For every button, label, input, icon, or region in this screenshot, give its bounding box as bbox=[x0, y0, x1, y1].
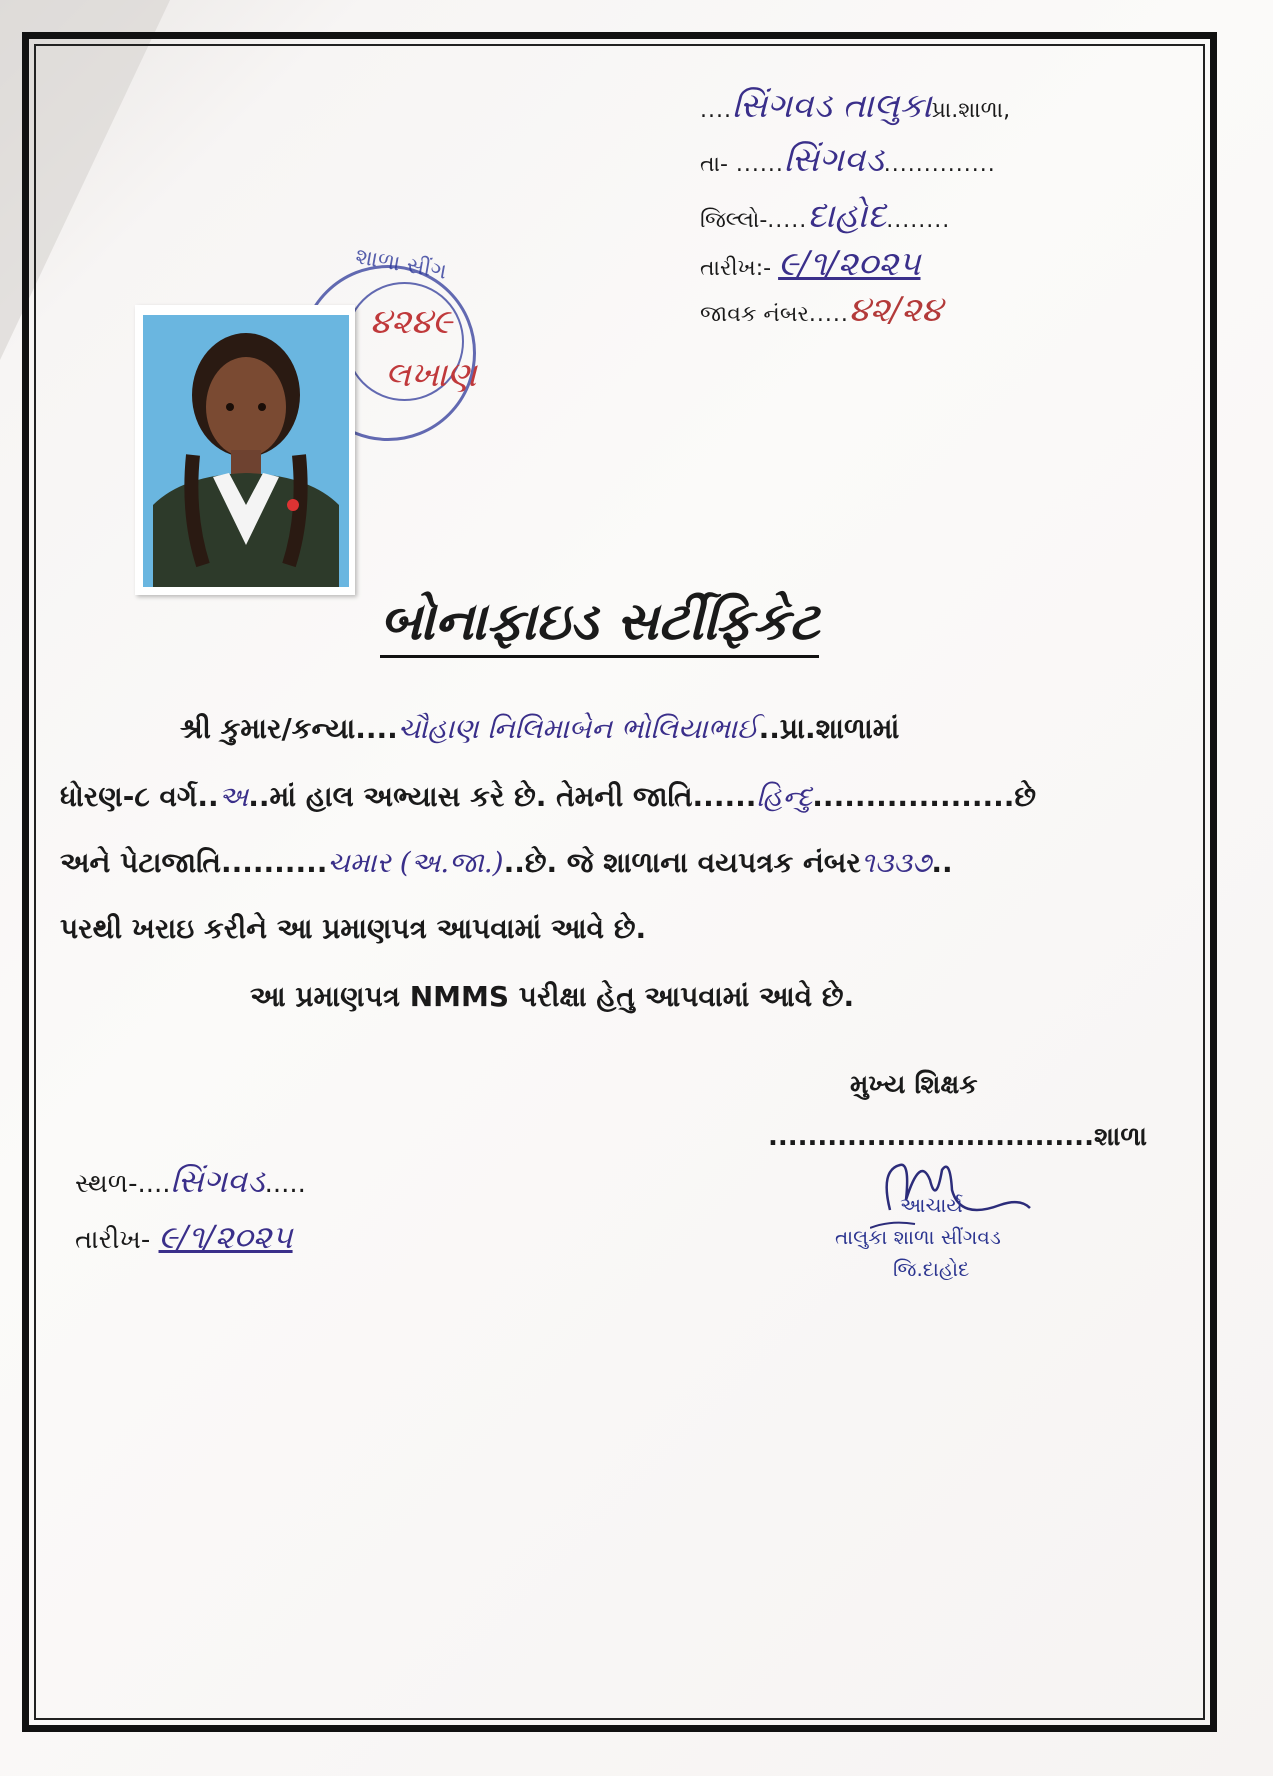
date-hand-header: ૯/૧/૨૦૨૫ bbox=[778, 244, 921, 284]
subcaste-label: અને પેટાજાતિ bbox=[60, 846, 221, 879]
stamp-hand-text: લખાણ bbox=[385, 355, 477, 395]
district-hand: દાહોદ bbox=[807, 196, 887, 236]
head-teacher-label: મુખ્ય શિક્ષક bbox=[850, 1070, 978, 1100]
inner-border bbox=[34, 44, 1205, 1720]
signature-school-suffix: શાળા bbox=[1093, 1122, 1148, 1152]
principal-stamp-line1: આચાર્ય bbox=[900, 1193, 963, 1217]
taluka-line: તા- ......સિંગવડ.............. bbox=[700, 140, 996, 180]
school-suffix-label: પ્રા.શાળામાં bbox=[779, 712, 900, 745]
student-name-hand: ચૌહાણ નિલિમાબેન ભોલિયાભાઈ bbox=[397, 712, 759, 745]
class-hand: અ bbox=[218, 780, 249, 813]
district-label: જિલ્લો- bbox=[700, 208, 768, 233]
place-hand: સિંગવડ bbox=[170, 1162, 265, 1200]
body-line-2: ધોરણ-૮ વર્ગ..અ..માં હાલ અભ્યાસ કરે છે. તેમની જાતિ......હિન્દુ...................છે bbox=[60, 780, 1037, 813]
outward-number-hand: ૪૨/૨૪ bbox=[848, 290, 943, 330]
subcaste-hand: ચમાર (અ.જા.) bbox=[327, 846, 504, 879]
body-line-4: પરથી ખરાઇ કરીને આ પ્રમાણપત્ર આપવામાં આવે છે. bbox=[60, 912, 647, 945]
honorific-label: શ્રી કુમાર/કન્યા bbox=[180, 712, 356, 745]
register-number-hand: ૧૩૩૭ bbox=[860, 846, 932, 879]
taluka-label: તા- bbox=[700, 152, 728, 177]
taluka-hand: સિંગવડ bbox=[783, 140, 884, 180]
place-line: સ્થળ-....સિંગવડ..... bbox=[75, 1162, 306, 1200]
signature-school-line: .................................શાળા bbox=[768, 1122, 1148, 1152]
date-line-header bbox=[700, 244, 921, 284]
body-line-1: શ્રી કુમાર/કન્યા....ચૌહાણ નિલિમાબેન ભોલિયાભાઈ..પ્રા.શાળામાં bbox=[180, 712, 900, 745]
place-label: સ્થળ- bbox=[75, 1169, 138, 1199]
body-line-3: અને પેટાજાતિ..........ચમાર (અ.જા.)..છે. જે શાળાના વયપત્રક નંબર૧૩૩૭.. bbox=[60, 846, 953, 879]
certificate-title: બોનાફાઇડ સર્ટીફિકેટ bbox=[380, 592, 819, 658]
outward-number-label: જાવક નંબર bbox=[700, 302, 809, 327]
outward-number-line: જાવક નંબર.....૪૨/૨૪ bbox=[700, 290, 943, 330]
principal-stamp-line2: તાલુકા શાળા સીંગવડ bbox=[835, 1225, 1001, 1249]
district-line: જિલ્લો-.....દાહોદ........ bbox=[700, 196, 951, 236]
date-label-header: તારીખ:- bbox=[700, 256, 772, 281]
register-text: છે. જે શાળાના વયપત્રક નંબર bbox=[524, 846, 861, 879]
stamp-top-text: શાળા સીંગ bbox=[353, 244, 449, 285]
footer-date-label: તારીખ- bbox=[75, 1225, 151, 1255]
standard-label: ધોરણ-૮ વર્ગ bbox=[60, 780, 198, 813]
stamp-hand-number: ૪૨૪૯ bbox=[370, 302, 453, 342]
principal-stamp-line3: જિ.દાહોદ bbox=[893, 1257, 970, 1281]
student-photo bbox=[135, 305, 355, 595]
student-portrait-icon bbox=[143, 315, 349, 587]
body-line-5: આ પ્રમાણપત્ર NMMS પરીક્ષા હેતુ આપવામાં આવે છે. bbox=[250, 980, 855, 1013]
footer-date-line bbox=[75, 1218, 293, 1257]
school-type-label: પ્રા.શાળા, bbox=[931, 98, 1011, 123]
studying-text: માં હાલ અભ્યાસ કરે છે. તેમની જાતિ bbox=[269, 780, 693, 813]
footer-date-hand: ૯/૧/૨૦૨૫ bbox=[158, 1218, 293, 1256]
school-name-hand: સિંગવડ તાલુકા bbox=[731, 86, 932, 126]
school-name-line: ....સિંગવડ તાલુકાપ્રા.શાળા, bbox=[700, 86, 1011, 126]
caste-suffix: છે bbox=[1014, 780, 1037, 813]
caste-hand: હિન્દુ bbox=[756, 780, 813, 813]
